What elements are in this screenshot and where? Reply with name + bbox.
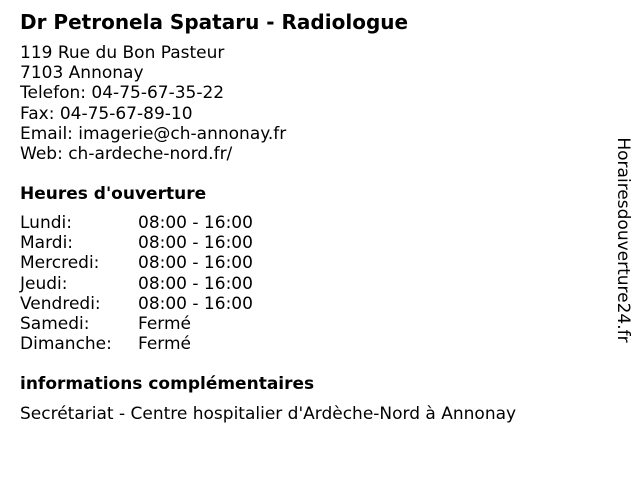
hours-day: Dimanche:	[20, 334, 112, 355]
hours-day: Mardi:	[20, 233, 74, 254]
hours-day: Jeudi:	[20, 273, 68, 294]
hours-day: Lundi:	[20, 213, 72, 233]
street-address: 119 Rue du Bon Pasteur	[20, 43, 225, 63]
opening-hours-heading: Heures d'ouverture	[20, 184, 207, 204]
hours-time: Fermé	[138, 313, 192, 334]
hours-time: 08:00 - 16:00	[138, 213, 253, 233]
phone-number[interactable]: Telefon: 04-75-67-35-22	[20, 83, 225, 104]
email-address[interactable]: Email: imagerie@ch-annonay.fr	[20, 123, 287, 144]
additional-info-text: Secrétariat - Centre hospitalier d'Ardèche-Nord à Annonay	[20, 404, 517, 424]
site-brand-watermark: Horairesdouverture24.fr	[613, 137, 633, 343]
hours-day: Samedi:	[20, 313, 90, 334]
hours-time: Fermé	[138, 334, 192, 355]
contact-block	[20, 43, 286, 164]
fax-number: Fax: 04-75-67-89-10	[20, 103, 193, 124]
additional-info-heading: informations complémentaires	[20, 374, 315, 394]
hours-time: 08:00 - 16:00	[138, 273, 253, 294]
page-title: Dr Petronela Spataru - Radiologue	[20, 10, 409, 34]
hours-day: Vendredi:	[20, 293, 101, 314]
hours-time: 08:00 - 16:00	[138, 233, 253, 254]
hours-time: 08:00 - 16:00	[138, 293, 253, 314]
city-address: 7103 Annonay	[20, 63, 144, 84]
hours-time: 08:00 - 16:00	[138, 253, 253, 274]
website-link[interactable]: Web: ch-ardeche-nord.fr/	[20, 144, 233, 165]
hours-day: Mercredi:	[20, 253, 100, 274]
